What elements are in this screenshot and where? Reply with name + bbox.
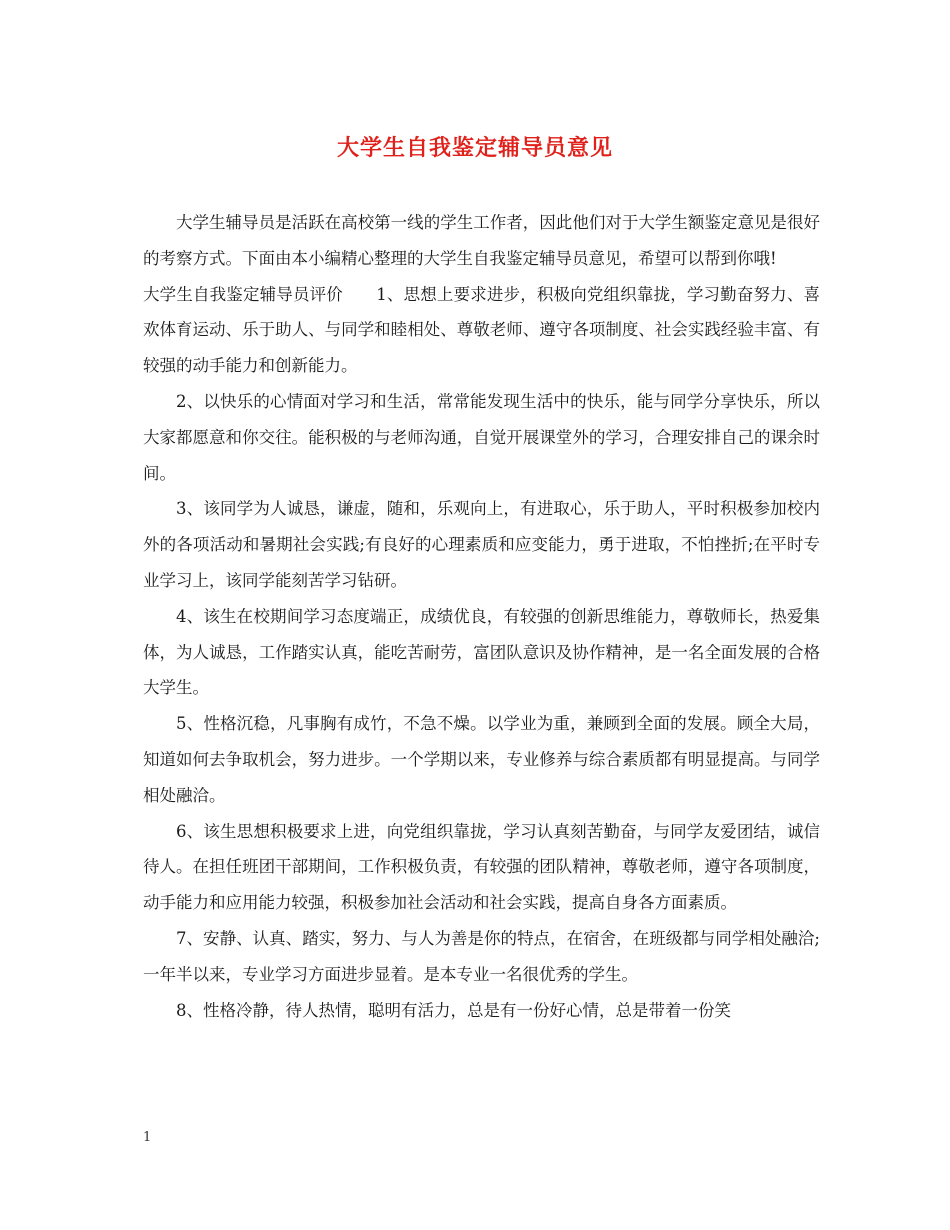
page-number: 1 xyxy=(143,1130,152,1145)
paragraph-item-1: 大学生自我鉴定辅导员评价 1、思想上要求进步，积极向党组织靠拢，学习勤奋努力、喜欢体育运动、乐于助人、与同学和睦相处、尊敬老师、遵守各项制度、社会实践经验丰富、有较强的动手能力和创新能力。 xyxy=(143,284,820,376)
paragraph-item-4: 4、该生在校期间学习态度端正，成绩优良，有较强的创新思维能力，尊敬师长，热爱集体，为人诚恳，工作踏实认真，能吃苦耐劳，富团队意识及协作精神，是一名全面发展的合格大学生。 xyxy=(143,606,820,698)
document-body xyxy=(143,205,820,1028)
paragraph-intro: 大学生辅导员是活跃在高校第一线的学生工作者，因此他们对于大学生额鉴定意见是很好的考察方式。下面由本小编精心整理的大学生自我鉴定辅导员意见，希望可以帮到你哦! xyxy=(143,213,820,268)
paragraph-item-7: 7、安静、认真、踏实，努力、与人为善是你的特点，在宿舍，在班级都与同学相处融洽;一年半以来，专业学习方面进步显着。是本专业一名很优秀的学生。 xyxy=(143,928,820,984)
paragraph-item-5: 5、性格沉稳，凡事胸有成竹，不急不燥。以学业为重，兼顾到全面的发展。顾全大局，知道如何去争取机会，努力进步。一个学期以来，专业修养与综合素质都有明显提高。与同学相处融洽。 xyxy=(143,714,820,805)
paragraph-item-2: 2、以快乐的心情面对学习和生活，常常能发现生活中的快乐，能与同学分享快乐，所以大家都愿意和你交往。能积极的与老师沟通，自觉开展课堂外的学习，合理安排自己的课余时间。 xyxy=(143,391,820,483)
document-title: 大学生自我鉴定辅导员意见 xyxy=(336,135,613,161)
paragraph-item-8: 8、性格冷静，待人热情，聪明有活力，总是有一份好心情，总是带着一份笑 xyxy=(176,1000,731,1020)
paragraph-item-3: 3、该同学为人诚恳，谦虚，随和，乐观向上，有进取心，乐于助人，平时积极参加校内外的各项活动和暑期社会实践;有良好的心理素质和应变能力，勇于进取，不怕挫折;在平时专业学习上，该同学能刻苦学习钻研。 xyxy=(143,499,820,590)
paragraph-item-6: 6、该生思想积极要求上进，向党组织靠拢，学习认真刻苦勤奋，与同学友爱团结，诚信待人。在担任班团干部期间，工作积极负责，有较强的团队精神，尊敬老师，遵守各项制度，动手能力和应用能力较强，积极参加社会活动和社会实践，提高自身各方面素质。 xyxy=(143,821,820,913)
